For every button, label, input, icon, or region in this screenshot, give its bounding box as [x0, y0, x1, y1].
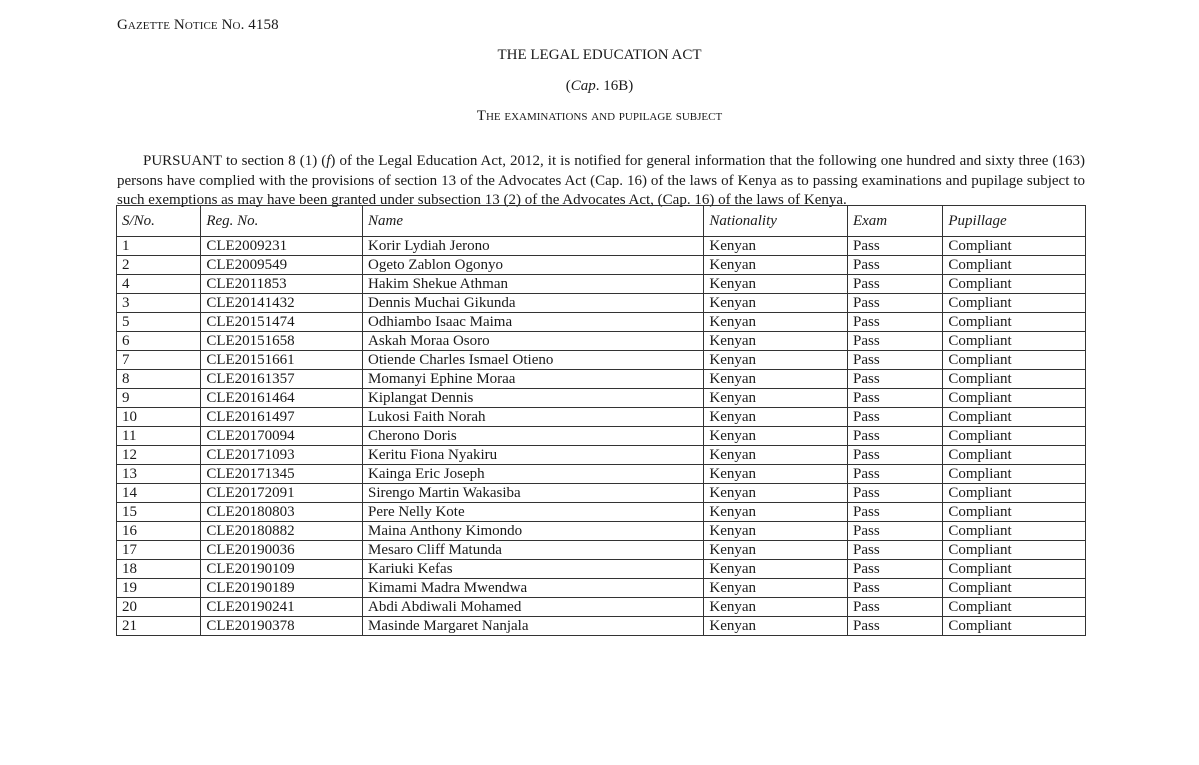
- cell-reg-no: CLE20180803: [201, 503, 363, 522]
- cell-sno: 20: [117, 598, 201, 617]
- cell-pupillage: Compliant: [943, 294, 1086, 313]
- cell-nationality: Kenyan: [704, 351, 848, 370]
- cell-exam: Pass: [847, 294, 942, 313]
- cell-reg-no: CLE20171345: [201, 465, 363, 484]
- table-row: [117, 389, 1086, 408]
- cell-pupillage: Compliant: [943, 332, 1086, 351]
- cell-exam: Pass: [847, 446, 942, 465]
- table-row: [117, 617, 1086, 636]
- cell-exam: Pass: [847, 408, 942, 427]
- cell-sno: 19: [117, 579, 201, 598]
- cell-pupillage: Compliant: [943, 484, 1086, 503]
- cell-pupillage: Compliant: [943, 503, 1086, 522]
- table-row: [117, 370, 1086, 389]
- cell-exam: Pass: [847, 541, 942, 560]
- cell-sno: 1: [117, 237, 201, 256]
- cell-reg-no: CLE20190036: [201, 541, 363, 560]
- table-row: [117, 427, 1086, 446]
- cell-sno: 12: [117, 446, 201, 465]
- cell-exam: Pass: [847, 579, 942, 598]
- cell-exam: Pass: [847, 560, 942, 579]
- table-row: [117, 408, 1086, 427]
- cell-name: Maina Anthony Kimondo: [363, 522, 704, 541]
- table-row: [117, 275, 1086, 294]
- act-title: THE LEGAL EDUCATION ACT: [497, 47, 702, 63]
- cell-pupillage: Compliant: [943, 313, 1086, 332]
- cell-nationality: Kenyan: [704, 560, 848, 579]
- table-row: [117, 465, 1086, 484]
- cell-name: Askah Moraa Osoro: [363, 332, 704, 351]
- cell-sno: 21: [117, 617, 201, 636]
- table-row: [117, 294, 1086, 313]
- cell-nationality: Kenyan: [704, 465, 848, 484]
- cell-reg-no: CLE20161357: [201, 370, 363, 389]
- table-row: [117, 313, 1086, 332]
- cell-name: Kiplangat Dennis: [363, 389, 704, 408]
- cell-reg-no: CLE20171093: [201, 446, 363, 465]
- cell-name: Kainga Eric Joseph: [363, 465, 704, 484]
- cell-name: Hakim Shekue Athman: [363, 275, 704, 294]
- cell-sno: 7: [117, 351, 201, 370]
- cell-nationality: Kenyan: [704, 446, 848, 465]
- cell-pupillage: Compliant: [943, 370, 1086, 389]
- table-row: [117, 256, 1086, 275]
- table-row: [117, 522, 1086, 541]
- cell-name: Abdi Abdiwali Mohamed: [363, 598, 704, 617]
- cell-sno: 6: [117, 332, 201, 351]
- cell-name: Masinde Margaret Nanjala: [363, 617, 704, 636]
- cap-prefix: (: [565, 78, 571, 94]
- cap-reference: [0, 78, 1199, 95]
- cell-name: Otiende Charles Ismael Otieno: [363, 351, 704, 370]
- cell-exam: Pass: [847, 484, 942, 503]
- table-row: [117, 446, 1086, 465]
- cell-exam: Pass: [847, 237, 942, 256]
- cell-nationality: Kenyan: [704, 484, 848, 503]
- cell-reg-no: CLE20151474: [201, 313, 363, 332]
- cell-pupillage: Compliant: [943, 579, 1086, 598]
- cell-sno: 13: [117, 465, 201, 484]
- cap-italic: Cap: [570, 78, 596, 94]
- cell-name: Lukosi Faith Norah: [363, 408, 704, 427]
- cell-nationality: Kenyan: [704, 275, 848, 294]
- cell-pupillage: Compliant: [943, 275, 1086, 294]
- subject-title: The examinations and pupilage subject: [476, 108, 723, 124]
- cell-name: Odhiambo Isaac Maima: [363, 313, 704, 332]
- cell-reg-no: CLE20151658: [201, 332, 363, 351]
- table-header-row: [117, 206, 1086, 237]
- cell-nationality: Kenyan: [704, 313, 848, 332]
- table-row: [117, 598, 1086, 617]
- cell-nationality: Kenyan: [704, 617, 848, 636]
- cell-pupillage: Compliant: [943, 389, 1086, 408]
- cell-nationality: Kenyan: [704, 579, 848, 598]
- gazette-notice-number: Gazette Notice No. 4158: [117, 17, 279, 33]
- cell-name: Kariuki Kefas: [363, 560, 704, 579]
- table-row: [117, 579, 1086, 598]
- cell-sno: 15: [117, 503, 201, 522]
- cap-suffix: . 16B): [595, 78, 634, 94]
- header-sno: S/No.: [117, 206, 201, 237]
- header-reg-no: Reg. No.: [201, 206, 363, 237]
- cell-pupillage: Compliant: [943, 522, 1086, 541]
- cell-name: Ogeto Zablon Ogonyo: [363, 256, 704, 275]
- cell-reg-no: CLE20190189: [201, 579, 363, 598]
- cell-nationality: Kenyan: [704, 237, 848, 256]
- cell-pupillage: Compliant: [943, 598, 1086, 617]
- cell-sno: 4: [117, 275, 201, 294]
- cell-nationality: Kenyan: [704, 332, 848, 351]
- cell-sno: 3: [117, 294, 201, 313]
- cell-name: Korir Lydiah Jerono: [363, 237, 704, 256]
- cell-name: Pere Nelly Kote: [363, 503, 704, 522]
- cell-pupillage: Compliant: [943, 408, 1086, 427]
- table-row: [117, 503, 1086, 522]
- cell-reg-no: CLE20190241: [201, 598, 363, 617]
- cell-sno: 9: [117, 389, 201, 408]
- cell-nationality: Kenyan: [704, 598, 848, 617]
- cell-pupillage: Compliant: [943, 617, 1086, 636]
- cell-nationality: Kenyan: [704, 427, 848, 446]
- cell-reg-no: CLE20190378: [201, 617, 363, 636]
- cell-reg-no: CLE20151661: [201, 351, 363, 370]
- cell-nationality: Kenyan: [704, 389, 848, 408]
- cell-name: Cherono Doris: [363, 427, 704, 446]
- cell-pupillage: Compliant: [943, 465, 1086, 484]
- cell-exam: Pass: [847, 465, 942, 484]
- cell-exam: Pass: [847, 503, 942, 522]
- cell-exam: Pass: [847, 332, 942, 351]
- table-row: [117, 351, 1086, 370]
- paragraph-italic-f: f: [326, 153, 331, 169]
- cell-nationality: Kenyan: [704, 370, 848, 389]
- cell-exam: Pass: [847, 427, 942, 446]
- cell-reg-no: CLE2009231: [201, 237, 363, 256]
- cell-sno: 18: [117, 560, 201, 579]
- cell-exam: Pass: [847, 522, 942, 541]
- paragraph-part-1: PURSUANT to section 8 (1) (: [143, 153, 327, 169]
- cell-name: Kimami Madra Mwendwa: [363, 579, 704, 598]
- cell-sno: 5: [117, 313, 201, 332]
- cell-sno: 8: [117, 370, 201, 389]
- cell-nationality: Kenyan: [704, 522, 848, 541]
- cell-exam: Pass: [847, 256, 942, 275]
- cell-sno: 2: [117, 256, 201, 275]
- cell-exam: Pass: [847, 598, 942, 617]
- cell-sno: 16: [117, 522, 201, 541]
- cell-sno: 14: [117, 484, 201, 503]
- cell-reg-no: CLE2009549: [201, 256, 363, 275]
- cell-reg-no: CLE20170094: [201, 427, 363, 446]
- table-row: [117, 560, 1086, 579]
- cell-reg-no: CLE2011853: [201, 275, 363, 294]
- table-row: [117, 332, 1086, 351]
- cell-sno: 10: [117, 408, 201, 427]
- cell-reg-no: CLE20180882: [201, 522, 363, 541]
- cell-name: Keritu Fiona Nyakiru: [363, 446, 704, 465]
- results-table: [116, 205, 1086, 636]
- cell-reg-no: CLE20161464: [201, 389, 363, 408]
- header-nationality: Nationality: [704, 206, 848, 237]
- cell-name: Momanyi Ephine Moraa: [363, 370, 704, 389]
- cell-nationality: Kenyan: [704, 408, 848, 427]
- header-exam: Exam: [847, 206, 942, 237]
- cell-nationality: Kenyan: [704, 541, 848, 560]
- paragraph-part-2: ) of the Legal Education Act, 2012, it is notified for general information that the following one hundred and sixty three (163) persons have complied with the provisions of section 13 of the Advocates Act (Cap. 16) of the laws of Kenya as to passing examinations and pupilage subject to such exemptions as may have been granted under subsection 13 (2) of the Advocates Act, (Cap. 16) of the laws of Kenya.: [117, 153, 1085, 208]
- cell-exam: Pass: [847, 389, 942, 408]
- table-row: [117, 541, 1086, 560]
- cell-reg-no: CLE20172091: [201, 484, 363, 503]
- cell-pupillage: Compliant: [943, 256, 1086, 275]
- header-name: Name: [363, 206, 704, 237]
- cell-pupillage: Compliant: [943, 446, 1086, 465]
- cell-nationality: Kenyan: [704, 503, 848, 522]
- cell-exam: Pass: [847, 617, 942, 636]
- table-row: [117, 237, 1086, 256]
- cell-reg-no: CLE20141432: [201, 294, 363, 313]
- cell-pupillage: Compliant: [943, 560, 1086, 579]
- cell-name: Mesaro Cliff Matunda: [363, 541, 704, 560]
- cell-pupillage: Compliant: [943, 351, 1086, 370]
- cell-sno: 11: [117, 427, 201, 446]
- cell-sno: 17: [117, 541, 201, 560]
- notice-paragraph: [117, 152, 1085, 211]
- cell-reg-no: CLE20161497: [201, 408, 363, 427]
- cell-name: Sirengo Martin Wakasiba: [363, 484, 704, 503]
- cell-nationality: Kenyan: [704, 294, 848, 313]
- cell-exam: Pass: [847, 313, 942, 332]
- cell-name: Dennis Muchai Gikunda: [363, 294, 704, 313]
- cell-reg-no: CLE20190109: [201, 560, 363, 579]
- cell-pupillage: Compliant: [943, 427, 1086, 446]
- cell-exam: Pass: [847, 275, 942, 294]
- cell-pupillage: Compliant: [943, 541, 1086, 560]
- cell-exam: Pass: [847, 351, 942, 370]
- cell-pupillage: Compliant: [943, 237, 1086, 256]
- header-pupillage: Pupillage: [943, 206, 1086, 237]
- cell-nationality: Kenyan: [704, 256, 848, 275]
- table-row: [117, 484, 1086, 503]
- table-body: [117, 237, 1086, 636]
- cell-exam: Pass: [847, 370, 942, 389]
